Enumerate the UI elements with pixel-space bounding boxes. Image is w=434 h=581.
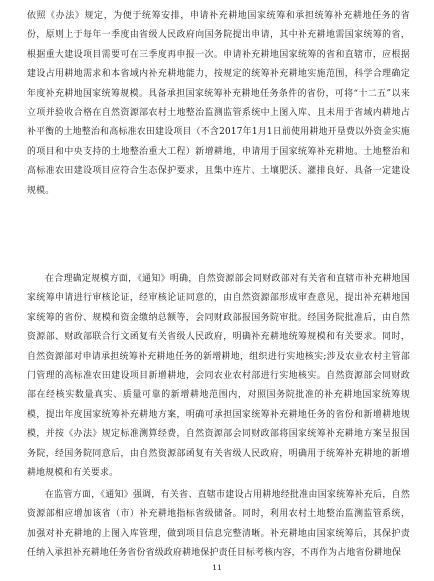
paragraph-supervision: 在监管方面，《通知》强调，有关省、直辖市建设占用耕地经批准由国家统筹补充后，自然资源部相应增加该省（市）补充耕地指标省级储备。同时，利用农村土地整治监测监管系统，加强对补充耕地的上图入库管理，做到项目信息完整清晰。补充耕地由国家统筹后，其保护责任纳入承担补充耕地任务省份省级政府耕地保护责任目标考核内容，不再作为占地省份耕地保 (27, 490, 410, 559)
page-number: 11 (212, 563, 222, 572)
paragraph-scale-determination: 在合理确定规模方面，《通知》明确，自然资源部会同财政部对有关省和直辖市补充耕地国家统筹申请进行审核论证，经审核论证同意的，由自然资源部形成审查意见，提出补充耕地国家统筹的省份、规模和资金缴纳总额等，会同财政部报国务院审批。经国务院批准后，由自然资源部、财政部联合行文函复有关省级人民政府，明确补充耕地统筹规模和有关要求。同时，自然资源部对申请承担统筹补充耕地任务的新增耕地，组织进行实地核实;涉及农业农村主管部门管理的高标准农田建设项目新增耕地，会同农业农村部进行实地核实。自然资源部会同财政部在经核实数量真实、质量可靠的新增耕地范围内，对照国务院批准的补充耕地国家统筹规模，提出年度国家统筹补充耕地方案，明确可承担国家统筹补充耕地任务的省份和新增耕地规模，并按《办法》规定标准测算经费，自然资源部会同财政部将国家统筹补充耕地方案呈报国务院，经国务院同意后，由自然资源部函复有关省级人民政府，明确用于统筹补充耕地的新增耕地规模和有关要求。 (27, 274, 410, 479)
paragraph-application-procedure: 依照《办法》规定，为便于统筹安排，申请补充耕地国家统筹和承担统筹补充耕地任务的省份，原则上于每年一季度由省级人民政府向国务院提出申请，其中补充耕地需国家统筹的省，根据重大建设项目需要可在三季度再申报一次。申请补充耕地国家统筹的省和直辖市，应根据建设占用耕地需求和本省域内补充耕地能力，按规定的统筹补充耕地实施范围，科学合理确定年度补充耕地国家统筹规模。具备承担国家统筹补充耕地任务条件的省份，可将“十二五”以来立项并验收合格在自然资源部农村土地整治监测监管系统中上图入库、且未用于省域内耕地占补平衡的土地整治和高标准农田建设项目（不含2017年1月1日前使用耕地开垦费以外资金实施的项目和中央支持的土地整治重大工程）新增耕地，申请用于国家统筹补充耕地。土地整治和高标准农田建设项目应符合生态保护要求，且集中连片、土壤肥沃、灌排良好、具备一定建设规模。 (27, 11, 410, 196)
